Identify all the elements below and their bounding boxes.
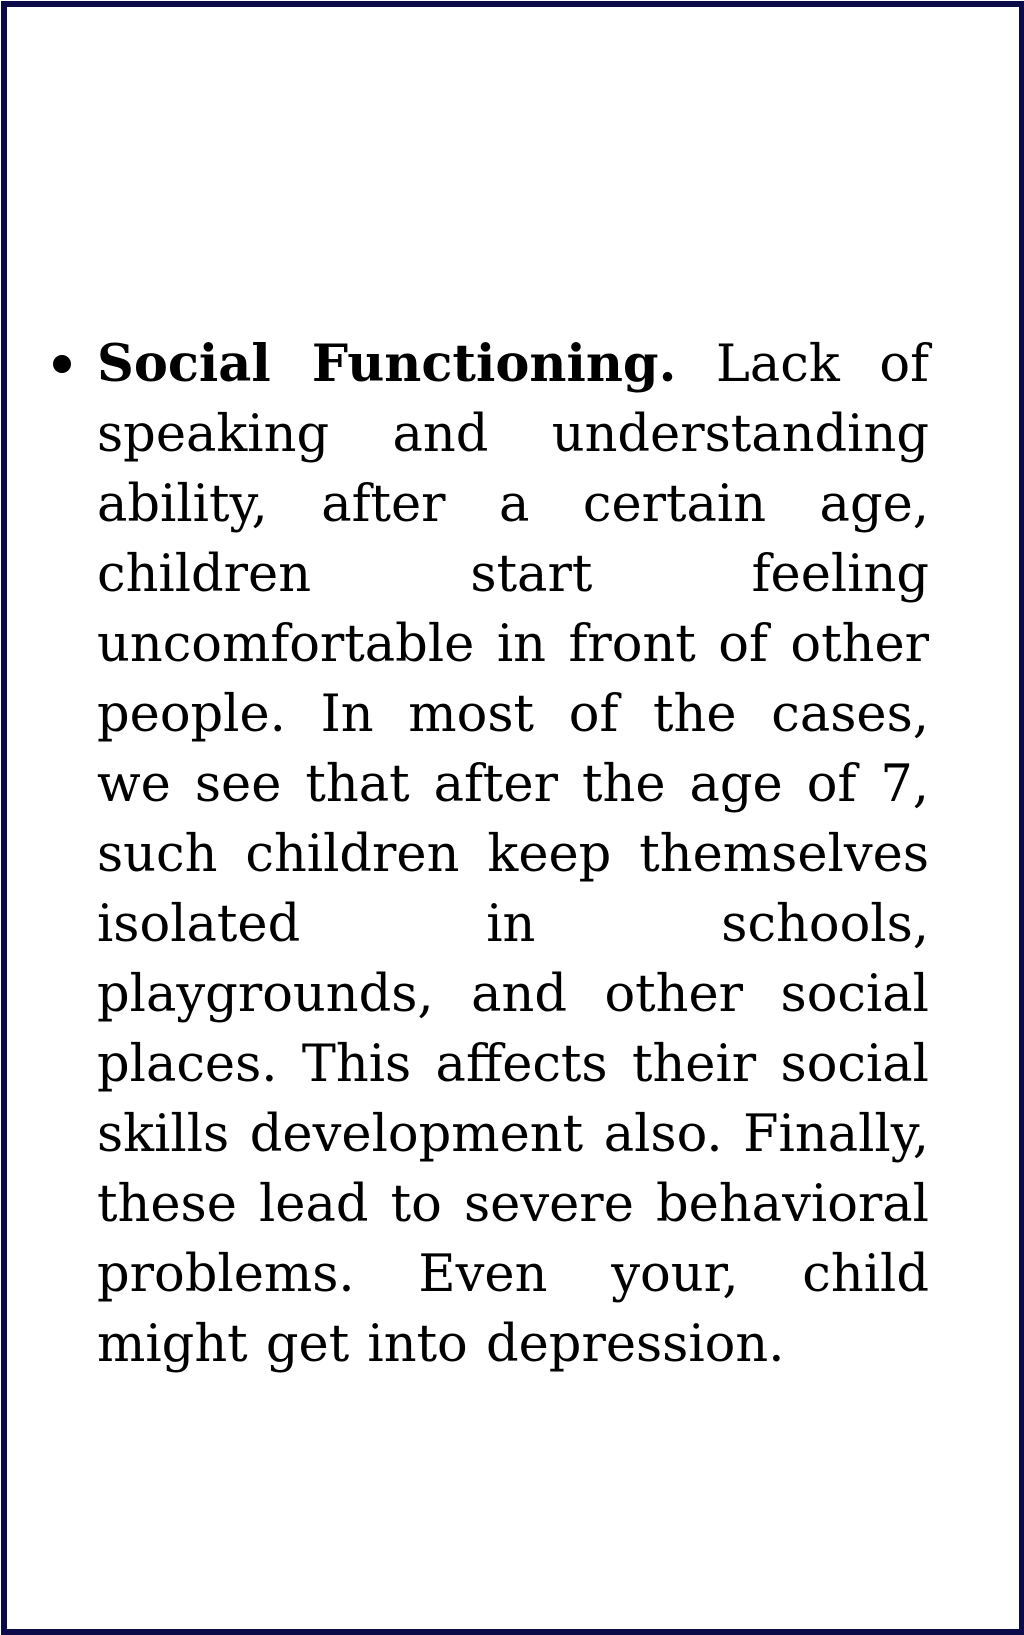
bullet-lead: Social Functioning.	[97, 334, 677, 394]
page-frame	[1, 1, 1024, 1635]
bullet-body: Lack of speaking and understanding ability, after a certain age, children start feeling uncomfortable in front of other people. In most of the cases, we see that after the age of 7, such children keep themselves isolated in schools, playgrounds, and other social places. This affects their social skills development also. Finally, these lead to severe behavioral problems. Even your, child might get into depression.	[97, 335, 929, 1374]
bullet-dot-icon	[53, 355, 71, 373]
bullet-list	[47, 329, 929, 1380]
bullet-item	[47, 329, 929, 1380]
